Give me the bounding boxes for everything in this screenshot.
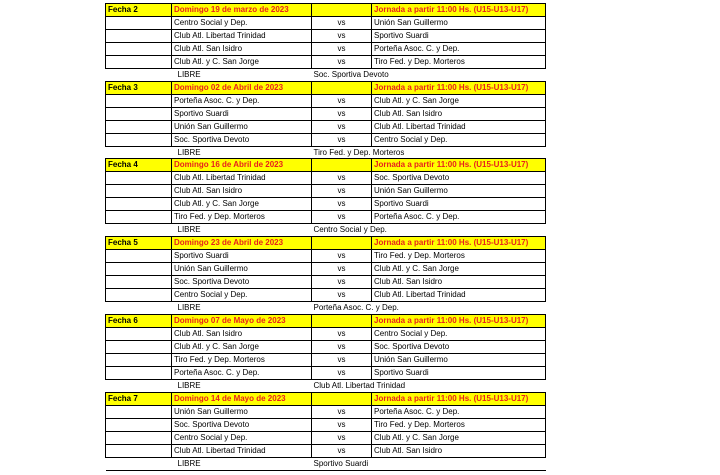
away-team: Club Atl. y C. San Jorge: [372, 432, 546, 445]
match-spacer: [106, 198, 172, 211]
away-team: Sportivo Suardi: [372, 198, 546, 211]
home-team: Unión San Guillermo: [172, 121, 312, 134]
match-row: [106, 198, 546, 211]
match-row: [106, 121, 546, 134]
fixture-table: [105, 236, 546, 315]
away-team: Club Atl. Libertad Trinidad: [372, 289, 546, 302]
away-team: Porteña Asoc. C. y Dep.: [372, 406, 546, 419]
match-row: [106, 367, 546, 380]
libre-label: LIBRE: [106, 302, 312, 315]
vs-label: vs: [312, 328, 372, 341]
vs-label: vs: [312, 17, 372, 30]
home-team: Unión San Guillermo: [172, 406, 312, 419]
match-spacer: [106, 95, 172, 108]
fecha-label: Fecha 5: [106, 237, 172, 250]
away-team: Unión San Guillermo: [372, 185, 546, 198]
home-team: Club Atl. Libertad Trinidad: [172, 172, 312, 185]
vs-label: vs: [312, 30, 372, 43]
match-row: [106, 17, 546, 30]
match-row: [106, 211, 546, 224]
vs-label: vs: [312, 445, 372, 458]
vs-label: vs: [312, 134, 372, 147]
match-spacer: [106, 56, 172, 69]
header-spacer: [312, 159, 372, 172]
match-spacer: [106, 17, 172, 30]
libre-label: LIBRE: [106, 224, 312, 237]
match-spacer: [106, 406, 172, 419]
vs-label: vs: [312, 95, 372, 108]
away-team: Tiro Fed. y Dep. Morteros: [372, 419, 546, 432]
home-team: Sportivo Suardi: [172, 108, 312, 121]
match-row: [106, 30, 546, 43]
fecha-header-row: [106, 393, 546, 406]
libre-label: LIBRE: [106, 147, 312, 160]
fixture-table: [105, 158, 546, 237]
match-row: [106, 95, 546, 108]
match-row: [106, 263, 546, 276]
fecha-header-row: [106, 315, 546, 328]
vs-label: vs: [312, 108, 372, 121]
libre-label: LIBRE: [106, 458, 312, 471]
away-team: Unión San Guillermo: [372, 17, 546, 30]
match-spacer: [106, 121, 172, 134]
libre-label: LIBRE: [106, 380, 312, 393]
libre-team: Centro Social y Dep.: [312, 224, 546, 237]
fixture-table: [105, 3, 546, 82]
fecha-date: Domingo 02 de Abril de 2023: [172, 82, 312, 95]
away-team: Tiro Fed. y Dep. Morteros: [372, 250, 546, 263]
vs-label: vs: [312, 250, 372, 263]
vs-label: vs: [312, 56, 372, 69]
fecha-label: Fecha 3: [106, 82, 172, 95]
match-spacer: [106, 419, 172, 432]
match-row: [106, 406, 546, 419]
match-spacer: [106, 289, 172, 302]
away-team: Centro Social y Dep.: [372, 328, 546, 341]
match-spacer: [106, 211, 172, 224]
home-team: Soc. Sportiva Devoto: [172, 134, 312, 147]
home-team: Centro Social y Dep.: [172, 432, 312, 445]
away-team: Centro Social y Dep.: [372, 134, 546, 147]
away-team: Unión San Guillermo: [372, 354, 546, 367]
away-team: Club Atl. Libertad Trinidad: [372, 121, 546, 134]
libre-row: [106, 224, 546, 237]
home-team: Club Atl. y C. San Jorge: [172, 198, 312, 211]
libre-row: [106, 458, 546, 471]
vs-label: vs: [312, 289, 372, 302]
fecha-date: Domingo 07 de Mayo de 2023: [172, 315, 312, 328]
home-team: Club Atl. y C. San Jorge: [172, 341, 312, 354]
home-team: Centro Social y Dep.: [172, 289, 312, 302]
away-team: Club Atl. San Isidro: [372, 445, 546, 458]
match-row: [106, 108, 546, 121]
match-row: [106, 328, 546, 341]
libre-row: [106, 69, 546, 82]
match-row: [106, 185, 546, 198]
fecha-date: Domingo 19 de marzo de 2023: [172, 4, 312, 17]
header-spacer: [312, 315, 372, 328]
away-team: Soc. Sportiva Devoto: [372, 172, 546, 185]
match-spacer: [106, 276, 172, 289]
fixture-table: [105, 392, 546, 471]
fecha-block: [105, 236, 545, 315]
match-row: [106, 134, 546, 147]
vs-label: vs: [312, 43, 372, 56]
fecha-jornada: Jornada a partir 11:00 Hs. (U15-U13-U17): [372, 237, 546, 250]
away-team: Club Atl. San Isidro: [372, 108, 546, 121]
header-spacer: [312, 393, 372, 406]
home-team: Club Atl. Libertad Trinidad: [172, 30, 312, 43]
home-team: Unión San Guillermo: [172, 263, 312, 276]
away-team: Sportivo Suardi: [372, 367, 546, 380]
header-spacer: [312, 237, 372, 250]
libre-label: LIBRE: [106, 69, 312, 82]
match-row: [106, 250, 546, 263]
vs-label: vs: [312, 172, 372, 185]
match-row: [106, 445, 546, 458]
away-team: Club Atl. y C. San Jorge: [372, 263, 546, 276]
away-team: Tiro Fed. y Dep. Morteros: [372, 56, 546, 69]
away-team: Soc. Sportiva Devoto: [372, 341, 546, 354]
vs-label: vs: [312, 419, 372, 432]
libre-team: Tiro Fed. y Dep. Morteros: [312, 147, 546, 160]
fecha-date: Domingo 16 de Abril de 2023: [172, 159, 312, 172]
fecha-block: [105, 3, 545, 82]
libre-row: [106, 380, 546, 393]
match-row: [106, 276, 546, 289]
match-row: [106, 172, 546, 185]
match-spacer: [106, 185, 172, 198]
fecha-label: Fecha 4: [106, 159, 172, 172]
match-spacer: [106, 43, 172, 56]
home-team: Tiro Fed. y Dep. Morteros: [172, 211, 312, 224]
libre-team: Sportivo Suardi: [312, 458, 546, 471]
fecha-jornada: Jornada a partir 11:00 Hs. (U15-U13-U17): [372, 159, 546, 172]
match-row: [106, 419, 546, 432]
away-team: Sportivo Suardi: [372, 30, 546, 43]
match-spacer: [106, 172, 172, 185]
fecha-header-row: [106, 237, 546, 250]
vs-label: vs: [312, 198, 372, 211]
match-spacer: [106, 432, 172, 445]
fixture-table: [105, 314, 546, 393]
match-spacer: [106, 341, 172, 354]
fecha-jornada: Jornada a partir 11:00 Hs. (U15-U13-U17): [372, 315, 546, 328]
fecha-label: Fecha 7: [106, 393, 172, 406]
header-spacer: [312, 4, 372, 17]
match-row: [106, 289, 546, 302]
vs-label: vs: [312, 263, 372, 276]
fecha-date: Domingo 14 de Mayo de 2023: [172, 393, 312, 406]
away-team: Club Atl. San Isidro: [372, 276, 546, 289]
match-spacer: [106, 328, 172, 341]
libre-team: Soc. Sportiva Devoto: [312, 69, 546, 82]
vs-label: vs: [312, 367, 372, 380]
match-spacer: [106, 30, 172, 43]
fecha-header-row: [106, 4, 546, 17]
home-team: Sportivo Suardi: [172, 250, 312, 263]
home-team: Club Atl. San Isidro: [172, 328, 312, 341]
home-team: Tiro Fed. y Dep. Morteros: [172, 354, 312, 367]
match-row: [106, 43, 546, 56]
home-team: Soc. Sportiva Devoto: [172, 419, 312, 432]
match-row: [106, 354, 546, 367]
vs-label: vs: [312, 406, 372, 419]
match-spacer: [106, 354, 172, 367]
fixture-table: [105, 81, 546, 160]
match-spacer: [106, 108, 172, 121]
match-row: [106, 341, 546, 354]
home-team: Soc. Sportiva Devoto: [172, 276, 312, 289]
away-team: Porteña Asoc. C. y Dep.: [372, 43, 546, 56]
fecha-jornada: Jornada a partir 11:00 Hs. (U15-U13-U17): [372, 82, 546, 95]
match-spacer: [106, 263, 172, 276]
fecha-block: [105, 158, 545, 237]
fecha-header-row: [106, 82, 546, 95]
fecha-label: Fecha 6: [106, 315, 172, 328]
home-team: Centro Social y Dep.: [172, 17, 312, 30]
fecha-header-row: [106, 159, 546, 172]
away-team: Porteña Asoc. C. y Dep.: [372, 211, 546, 224]
match-spacer: [106, 250, 172, 263]
fecha-block: [105, 392, 545, 471]
home-team: Porteña Asoc. C. y Dep.: [172, 367, 312, 380]
vs-label: vs: [312, 432, 372, 445]
fecha-label: Fecha 2: [106, 4, 172, 17]
vs-label: vs: [312, 276, 372, 289]
header-spacer: [312, 82, 372, 95]
vs-label: vs: [312, 185, 372, 198]
fecha-block: [105, 81, 545, 160]
libre-row: [106, 302, 546, 315]
vs-label: vs: [312, 341, 372, 354]
fecha-jornada: Jornada a partir 11:00 Hs. (U15-U13-U17): [372, 393, 546, 406]
vs-label: vs: [312, 354, 372, 367]
away-team: Club Atl. y C. San Jorge: [372, 95, 546, 108]
libre-team: Porteña Asoc. C. y Dep.: [312, 302, 546, 315]
home-team: Club Atl. San Isidro: [172, 185, 312, 198]
fecha-block: [105, 314, 545, 393]
match-spacer: [106, 445, 172, 458]
libre-team: Club Atl. Libertad Trinidad: [312, 380, 546, 393]
match-spacer: [106, 134, 172, 147]
home-team: Porteña Asoc. C. y Dep.: [172, 95, 312, 108]
match-spacer: [106, 367, 172, 380]
fecha-date: Domingo 23 de Abril de 2023: [172, 237, 312, 250]
match-row: [106, 56, 546, 69]
vs-label: vs: [312, 211, 372, 224]
match-row: [106, 432, 546, 445]
home-team: Club Atl. Libertad Trinidad: [172, 445, 312, 458]
home-team: Club Atl. San Isidro: [172, 43, 312, 56]
home-team: Club Atl. y C. San Jorge: [172, 56, 312, 69]
fecha-jornada: Jornada a partir 11:00 Hs. (U15-U13-U17): [372, 4, 546, 17]
vs-label: vs: [312, 121, 372, 134]
